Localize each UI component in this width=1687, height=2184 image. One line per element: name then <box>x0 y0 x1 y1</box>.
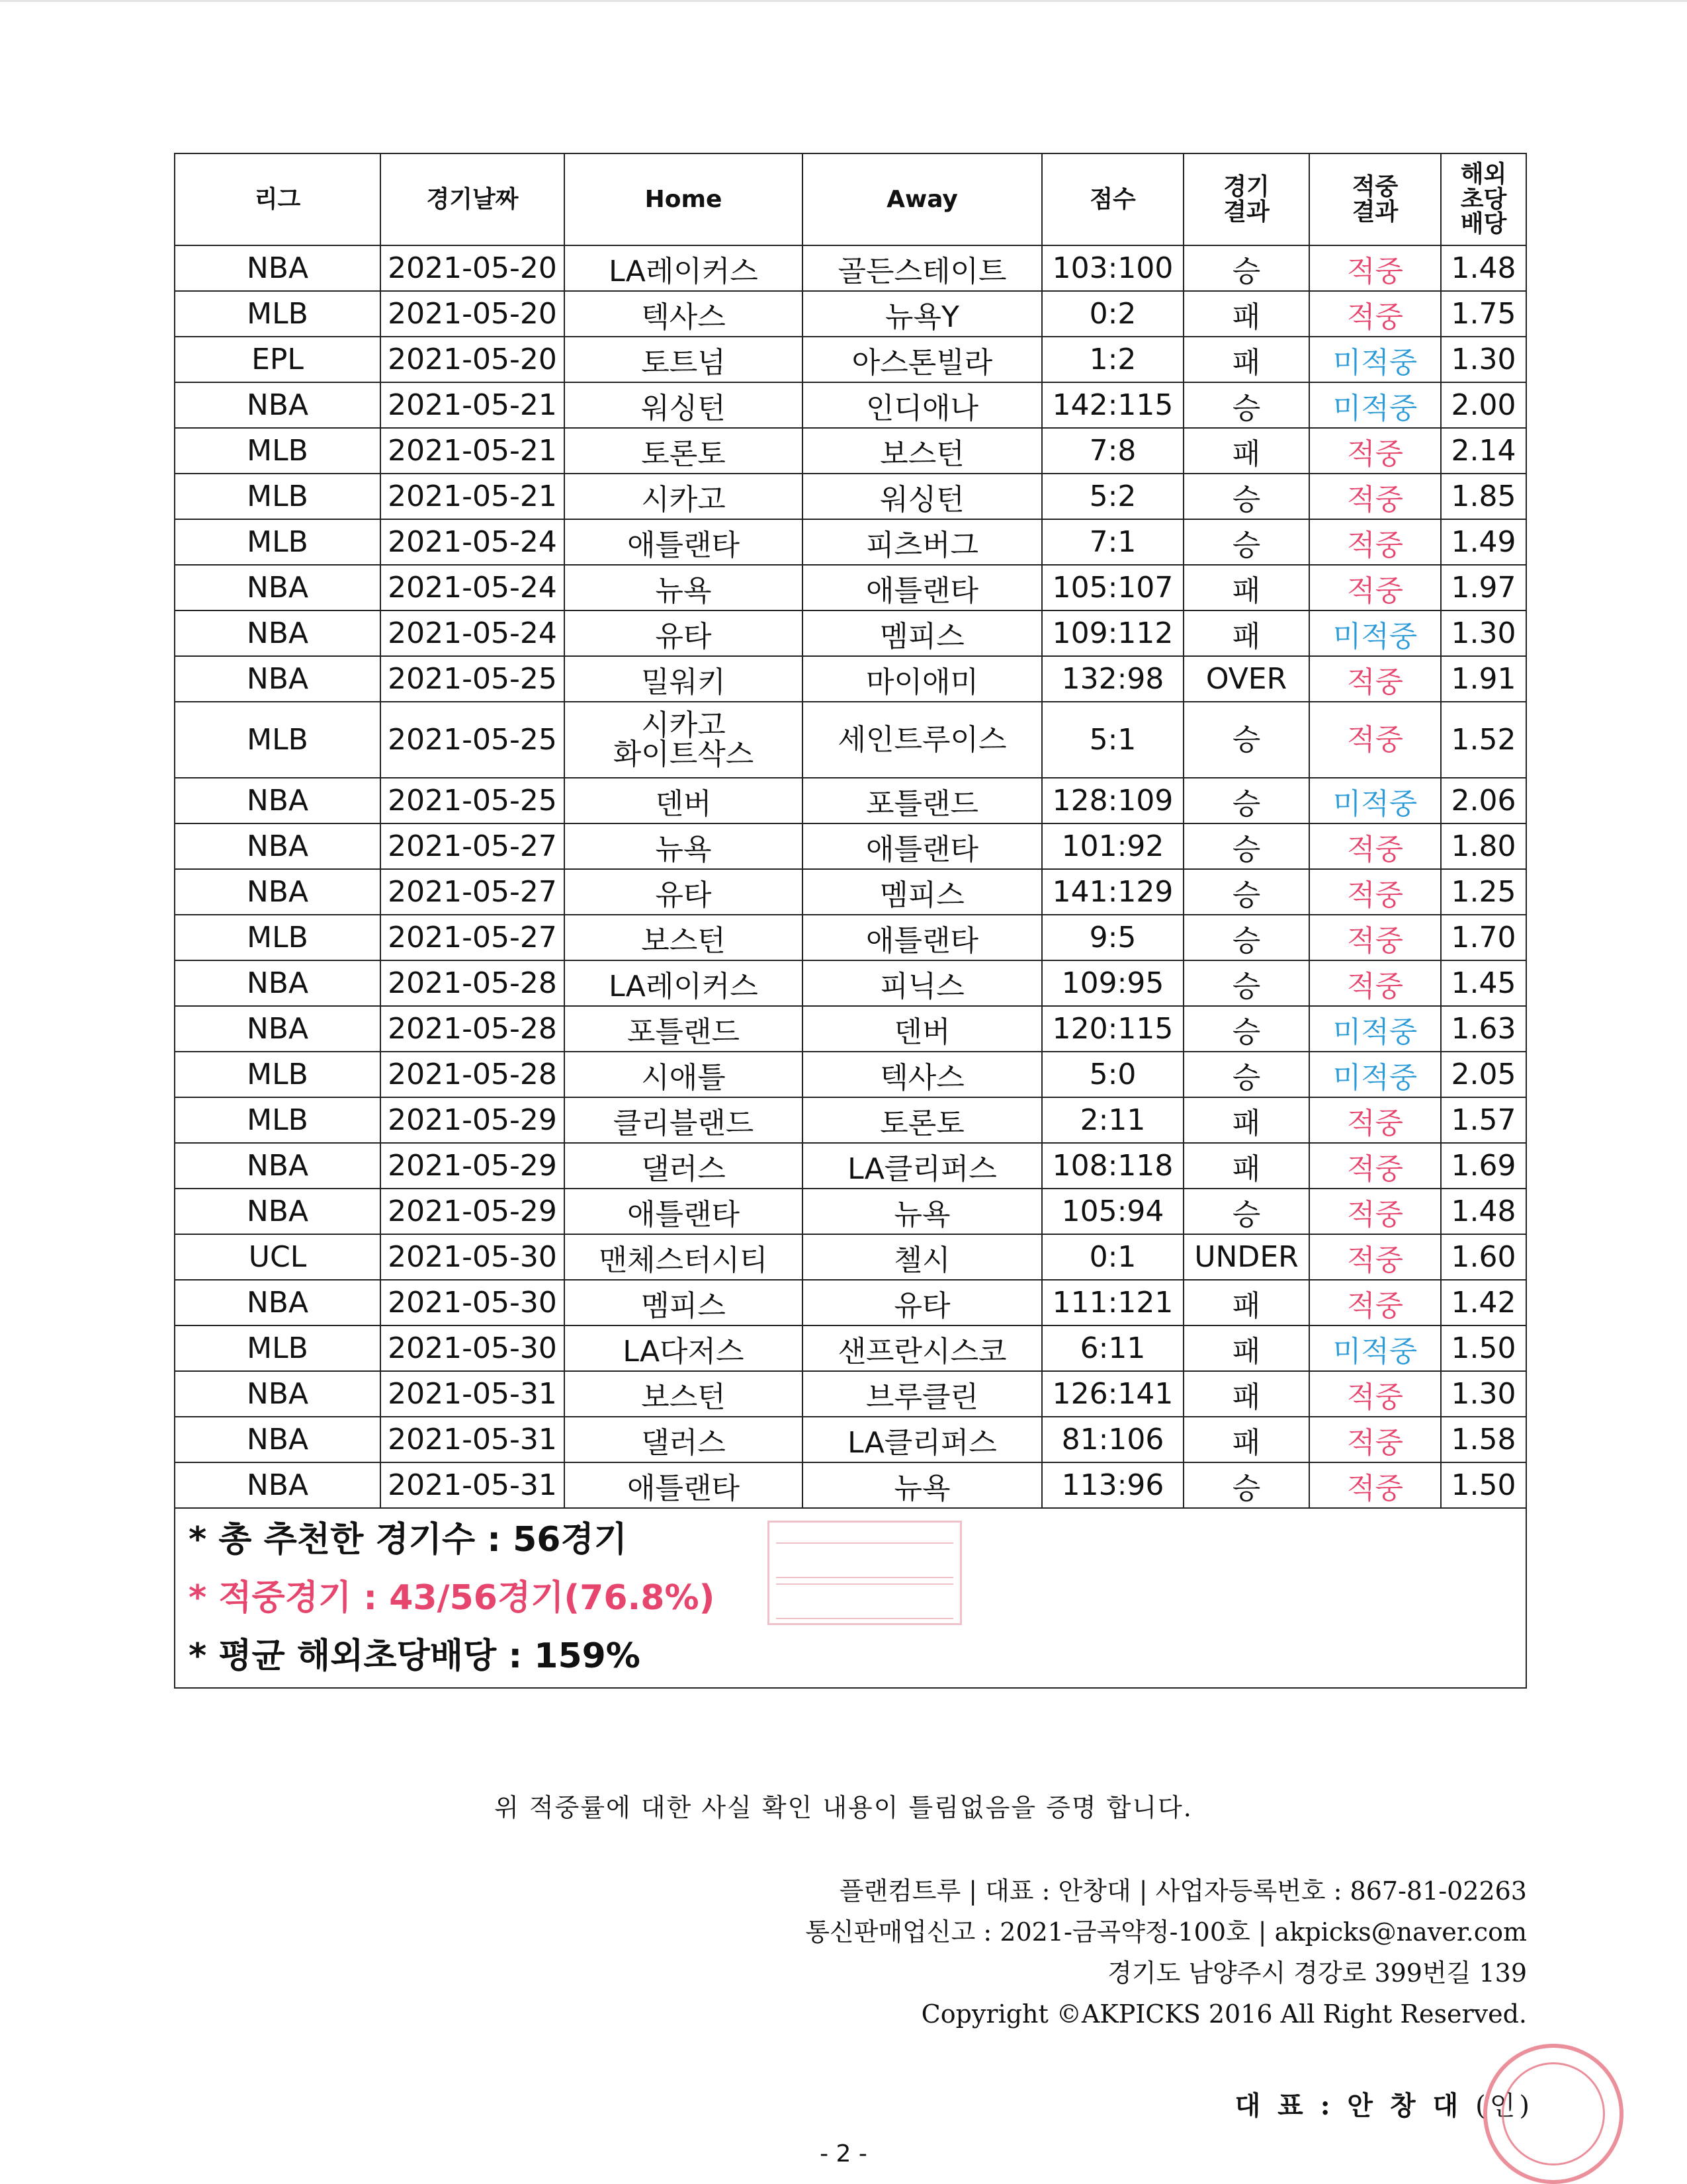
cell-date: 2021-05-27 <box>380 869 564 915</box>
cell-league: MLB <box>175 474 380 519</box>
table-row <box>175 915 1526 960</box>
cell-game-result: 패 <box>1184 291 1309 337</box>
cell-home: 토론토 <box>564 428 802 474</box>
cell-odds: 1.42 <box>1441 1280 1526 1325</box>
cell-game-result: 승 <box>1184 245 1309 291</box>
cell-game-result: 승 <box>1184 778 1309 823</box>
cell-hit-result: 미적중 <box>1309 1052 1441 1097</box>
company-line-4: Copyright ©AKPICKS 2016 All Right Reserved. <box>921 1999 1527 2029</box>
cell-odds: 1.50 <box>1441 1325 1526 1371</box>
table-row <box>175 337 1526 382</box>
cell-score: 120:115 <box>1042 1006 1184 1052</box>
table-row <box>175 428 1526 474</box>
cell-home: LA레이커스 <box>564 960 802 1006</box>
table-row <box>175 565 1526 610</box>
cell-score: 109:112 <box>1042 610 1184 656</box>
cell-game-result: 패 <box>1184 1371 1309 1417</box>
cell-away: 보스턴 <box>802 428 1042 474</box>
cell-score: 0:1 <box>1042 1234 1184 1280</box>
cell-odds: 2.06 <box>1441 778 1526 823</box>
cell-date: 2021-05-21 <box>380 382 564 428</box>
cell-hit-result: 적중 <box>1309 915 1441 960</box>
cell-home: 댈러스 <box>564 1143 802 1189</box>
cell-away: 마이애미 <box>802 656 1042 702</box>
cell-league: NBA <box>175 1371 380 1417</box>
cell-odds: 1.70 <box>1441 915 1526 960</box>
cell-date: 2021-05-31 <box>380 1371 564 1417</box>
cell-league: NBA <box>175 1189 380 1234</box>
cell-league: MLB <box>175 1097 380 1143</box>
representative-name: 대 표 : 안 창 대 <box>1234 2090 1463 2121</box>
cell-home: 시카고 화이트삭스 <box>564 702 802 778</box>
table-row <box>175 245 1526 291</box>
header-score: 점수 <box>1042 153 1184 245</box>
results-table <box>174 153 1527 1689</box>
cell-league: NBA <box>175 382 380 428</box>
cell-date: 2021-05-21 <box>380 428 564 474</box>
cell-score: 128:109 <box>1042 778 1184 823</box>
cell-game-result: OVER <box>1184 656 1309 702</box>
cell-score: 103:100 <box>1042 245 1184 291</box>
cell-home: 맨체스터시티 <box>564 1234 802 1280</box>
cell-home: 포틀랜드 <box>564 1006 802 1052</box>
company-line-1: 플랜컴트루 | 대표 : 안창대 | 사업자등록번호 : 867-81-02263 <box>839 1876 1527 1906</box>
cell-date: 2021-05-27 <box>380 915 564 960</box>
cell-away: 뉴욕 <box>802 1462 1042 1508</box>
header-hit-result: 적중 결과 <box>1309 153 1441 245</box>
cell-hit-result: 적중 <box>1309 823 1441 869</box>
cell-hit-result: 적중 <box>1309 519 1441 565</box>
cell-odds: 1.30 <box>1441 337 1526 382</box>
cell-home: 시카고 <box>564 474 802 519</box>
cell-league: MLB <box>175 519 380 565</box>
cell-hit-result: 미적중 <box>1309 382 1441 428</box>
cell-date: 2021-05-28 <box>380 960 564 1006</box>
table-row <box>175 610 1526 656</box>
cell-date: 2021-05-20 <box>380 337 564 382</box>
company-line-2: 통신판매업신고 : 2021-금곡약정-100호 | akpicks@naver.com <box>805 1917 1527 1947</box>
cell-home: 클리블랜드 <box>564 1097 802 1143</box>
cell-hit-result: 적중 <box>1309 656 1441 702</box>
cell-score: 5:0 <box>1042 1052 1184 1097</box>
cell-league: NBA <box>175 1006 380 1052</box>
cell-score: 6:11 <box>1042 1325 1184 1371</box>
cell-away: LA클리퍼스 <box>802 1143 1042 1189</box>
cell-date: 2021-05-28 <box>380 1006 564 1052</box>
cell-score: 105:94 <box>1042 1189 1184 1234</box>
cell-odds: 2.00 <box>1441 382 1526 428</box>
cell-hit-result: 적중 <box>1309 1371 1441 1417</box>
cell-game-result: 승 <box>1184 474 1309 519</box>
table-row <box>175 1462 1526 1508</box>
cell-odds: 1.75 <box>1441 291 1526 337</box>
cell-game-result: 패 <box>1184 428 1309 474</box>
cell-score: 113:96 <box>1042 1462 1184 1508</box>
cell-away: 브루클린 <box>802 1371 1042 1417</box>
cell-odds: 1.52 <box>1441 702 1526 778</box>
table-row <box>175 869 1526 915</box>
cell-home: 텍사스 <box>564 291 802 337</box>
summary-total: * 총 추천한 경기수 : 56경기 <box>189 1520 627 1560</box>
cell-score: 142:115 <box>1042 382 1184 428</box>
cell-away: 애틀랜타 <box>802 823 1042 869</box>
cell-home: 유타 <box>564 869 802 915</box>
cell-home: 시애틀 <box>564 1052 802 1097</box>
cell-hit-result: 적중 <box>1309 291 1441 337</box>
cell-score: 111:121 <box>1042 1280 1184 1325</box>
cell-league: NBA <box>175 1462 380 1508</box>
cell-away: 샌프란시스코 <box>802 1325 1042 1371</box>
summary-row <box>175 1508 1526 1688</box>
cell-away: 워싱턴 <box>802 474 1042 519</box>
cell-home: LA다저스 <box>564 1325 802 1371</box>
cell-league: NBA <box>175 869 380 915</box>
cell-away: 뉴욕 <box>802 1189 1042 1234</box>
header-game-result: 경기 결과 <box>1184 153 1309 245</box>
cell-home: 뉴욕 <box>564 565 802 610</box>
cell-date: 2021-05-28 <box>380 1052 564 1097</box>
cell-home: 애틀랜타 <box>564 1189 802 1234</box>
table-row <box>175 1052 1526 1097</box>
cell-league: NBA <box>175 778 380 823</box>
cell-game-result: 패 <box>1184 1143 1309 1189</box>
cell-league: MLB <box>175 702 380 778</box>
table-header-row <box>175 153 1526 245</box>
cell-game-result: 패 <box>1184 1325 1309 1371</box>
cell-odds: 1.60 <box>1441 1234 1526 1280</box>
cell-score: 101:92 <box>1042 823 1184 869</box>
table-row <box>175 1280 1526 1325</box>
cell-hit-result: 적중 <box>1309 869 1441 915</box>
cell-game-result: 승 <box>1184 1006 1309 1052</box>
certification-statement: 위 적중률에 대한 사실 확인 내용이 틀림없음을 증명 합니다. <box>494 1793 1193 1822</box>
cell-home: 밀워키 <box>564 656 802 702</box>
cell-league: MLB <box>175 291 380 337</box>
table-row <box>175 1325 1526 1371</box>
cell-hit-result: 적중 <box>1309 474 1441 519</box>
summary-average-odds: * 평균 해외초당배당 : 159% <box>189 1636 640 1676</box>
top-scan-rule <box>0 0 1687 2</box>
cell-odds: 2.14 <box>1441 428 1526 474</box>
cell-away: 피닉스 <box>802 960 1042 1006</box>
cell-score: 7:8 <box>1042 428 1184 474</box>
cell-score: 126:141 <box>1042 1371 1184 1417</box>
header-league: 리그 <box>175 153 380 245</box>
cell-hit-result: 적중 <box>1309 1462 1441 1508</box>
cell-score: 0:2 <box>1042 291 1184 337</box>
cell-league: NBA <box>175 565 380 610</box>
cell-odds: 1.97 <box>1441 565 1526 610</box>
cell-hit-result: 적중 <box>1309 1143 1441 1189</box>
cell-date: 2021-05-24 <box>380 519 564 565</box>
cell-home: LA레이커스 <box>564 245 802 291</box>
cell-home: 보스턴 <box>564 1371 802 1417</box>
cell-hit-result: 적중 <box>1309 1417 1441 1462</box>
cell-game-result: UNDER <box>1184 1234 1309 1280</box>
cell-odds: 1.80 <box>1441 823 1526 869</box>
cell-league: MLB <box>175 1052 380 1097</box>
cell-date: 2021-05-29 <box>380 1143 564 1189</box>
cell-league: MLB <box>175 428 380 474</box>
cell-game-result: 패 <box>1184 1097 1309 1143</box>
cell-date: 2021-05-24 <box>380 610 564 656</box>
cell-score: 1:2 <box>1042 337 1184 382</box>
cell-away: 텍사스 <box>802 1052 1042 1097</box>
cell-game-result: 패 <box>1184 1280 1309 1325</box>
table-row <box>175 474 1526 519</box>
table-row <box>175 960 1526 1006</box>
cell-hit-result: 미적중 <box>1309 778 1441 823</box>
cell-away: 피츠버그 <box>802 519 1042 565</box>
cell-away: 인디애나 <box>802 382 1042 428</box>
cell-home: 토트넘 <box>564 337 802 382</box>
cell-away: 포틀랜드 <box>802 778 1042 823</box>
cell-away: 세인트루이스 <box>802 702 1042 778</box>
cell-score: 5:2 <box>1042 474 1184 519</box>
table-row <box>175 291 1526 337</box>
cell-odds: 1.69 <box>1441 1143 1526 1189</box>
cell-home: 유타 <box>564 610 802 656</box>
cell-game-result: 패 <box>1184 337 1309 382</box>
cell-score: 141:129 <box>1042 869 1184 915</box>
cell-score: 7:1 <box>1042 519 1184 565</box>
cell-date: 2021-05-20 <box>380 291 564 337</box>
table-row <box>175 702 1526 778</box>
table-row <box>175 1189 1526 1234</box>
cell-odds: 2.05 <box>1441 1052 1526 1097</box>
cell-date: 2021-05-25 <box>380 778 564 823</box>
cell-game-result: 승 <box>1184 823 1309 869</box>
faded-stamp <box>767 1521 962 1625</box>
cell-hit-result: 미적중 <box>1309 337 1441 382</box>
header-odds: 해외 초당 배당 <box>1441 153 1526 245</box>
cell-league: NBA <box>175 1280 380 1325</box>
cell-game-result: 승 <box>1184 702 1309 778</box>
cell-odds: 1.48 <box>1441 245 1526 291</box>
cell-game-result: 승 <box>1184 960 1309 1006</box>
table-row <box>175 778 1526 823</box>
cell-home: 멤피스 <box>564 1280 802 1325</box>
cell-date: 2021-05-30 <box>380 1234 564 1280</box>
cell-away: 아스톤빌라 <box>802 337 1042 382</box>
cell-home: 덴버 <box>564 778 802 823</box>
cell-game-result: 승 <box>1184 1052 1309 1097</box>
cell-game-result: 승 <box>1184 869 1309 915</box>
cell-score: 2:11 <box>1042 1097 1184 1143</box>
cell-odds: 1.30 <box>1441 1371 1526 1417</box>
cell-league: MLB <box>175 1325 380 1371</box>
header-away: Away <box>802 153 1042 245</box>
cell-away: LA클리퍼스 <box>802 1417 1042 1462</box>
cell-away: 유타 <box>802 1280 1042 1325</box>
company-info <box>805 1870 1527 2035</box>
cell-hit-result: 적중 <box>1309 1097 1441 1143</box>
cell-game-result: 패 <box>1184 610 1309 656</box>
cell-league: NBA <box>175 960 380 1006</box>
cell-odds: 1.91 <box>1441 656 1526 702</box>
cell-game-result: 패 <box>1184 565 1309 610</box>
cell-score: 5:1 <box>1042 702 1184 778</box>
cell-game-result: 승 <box>1184 382 1309 428</box>
cell-away: 멤피스 <box>802 869 1042 915</box>
cell-date: 2021-05-30 <box>380 1325 564 1371</box>
summary-cell <box>175 1508 1526 1688</box>
cell-date: 2021-05-24 <box>380 565 564 610</box>
cell-away: 애틀랜타 <box>802 565 1042 610</box>
cell-date: 2021-05-21 <box>380 474 564 519</box>
cell-away: 뉴욕Y <box>802 291 1042 337</box>
cell-date: 2021-05-31 <box>380 1462 564 1508</box>
cell-league: NBA <box>175 823 380 869</box>
table-row <box>175 1143 1526 1189</box>
cell-home: 애틀랜타 <box>564 1462 802 1508</box>
company-line-3: 경기도 남양주시 경강로 399번길 139 <box>1107 1958 1527 1988</box>
table-row <box>175 1097 1526 1143</box>
cell-home: 뉴욕 <box>564 823 802 869</box>
cell-date: 2021-05-27 <box>380 823 564 869</box>
cell-hit-result: 미적중 <box>1309 1325 1441 1371</box>
cell-home: 보스턴 <box>564 915 802 960</box>
cell-game-result: 승 <box>1184 1462 1309 1508</box>
cell-home: 댈러스 <box>564 1417 802 1462</box>
table-row <box>175 656 1526 702</box>
cell-hit-result: 미적중 <box>1309 610 1441 656</box>
summary-hits: * 적중경기 : 43/56경기(76.8%) <box>189 1578 715 1618</box>
cell-hit-result: 적중 <box>1309 960 1441 1006</box>
cell-odds: 1.50 <box>1441 1462 1526 1508</box>
cell-league: NBA <box>175 245 380 291</box>
representative-mark: (인) <box>1475 2091 1534 2121</box>
cell-date: 2021-05-30 <box>380 1280 564 1325</box>
cell-game-result: 승 <box>1184 519 1309 565</box>
cell-odds: 1.57 <box>1441 1097 1526 1143</box>
cell-hit-result: 적중 <box>1309 245 1441 291</box>
cell-date: 2021-05-31 <box>380 1417 564 1462</box>
cell-odds: 1.85 <box>1441 474 1526 519</box>
cell-league: NBA <box>175 656 380 702</box>
cell-league: MLB <box>175 915 380 960</box>
cell-score: 81:106 <box>1042 1417 1184 1462</box>
cell-away: 애틀랜타 <box>802 915 1042 960</box>
cell-away: 토론토 <box>802 1097 1042 1143</box>
cell-game-result: 승 <box>1184 1189 1309 1234</box>
cell-home: 워싱턴 <box>564 382 802 428</box>
cell-odds: 1.45 <box>1441 960 1526 1006</box>
cell-game-result: 승 <box>1184 915 1309 960</box>
header-date: 경기날짜 <box>380 153 564 245</box>
cell-hit-result: 적중 <box>1309 1234 1441 1280</box>
cell-date: 2021-05-25 <box>380 656 564 702</box>
cell-hit-result: 적중 <box>1309 428 1441 474</box>
table-row <box>175 1417 1526 1462</box>
page-number: - 2 - <box>820 2140 867 2167</box>
cell-league: NBA <box>175 1417 380 1462</box>
table-row <box>175 519 1526 565</box>
cell-odds: 1.30 <box>1441 610 1526 656</box>
cell-score: 132:98 <box>1042 656 1184 702</box>
table-row <box>175 1234 1526 1280</box>
cell-away: 덴버 <box>802 1006 1042 1052</box>
cell-date: 2021-05-20 <box>380 245 564 291</box>
table-row <box>175 1006 1526 1052</box>
cell-score: 105:107 <box>1042 565 1184 610</box>
cell-hit-result: 적중 <box>1309 1189 1441 1234</box>
cell-away: 첼시 <box>802 1234 1042 1280</box>
cell-date: 2021-05-29 <box>380 1097 564 1143</box>
cell-home: 애틀랜타 <box>564 519 802 565</box>
cell-odds: 1.63 <box>1441 1006 1526 1052</box>
cell-odds: 1.49 <box>1441 519 1526 565</box>
cell-date: 2021-05-29 <box>380 1189 564 1234</box>
cell-date: 2021-05-25 <box>380 702 564 778</box>
cell-game-result: 패 <box>1184 1417 1309 1462</box>
cell-odds: 1.25 <box>1441 869 1526 915</box>
cell-league: UCL <box>175 1234 380 1280</box>
table-row <box>175 382 1526 428</box>
cell-league: NBA <box>175 610 380 656</box>
cell-score: 109:95 <box>1042 960 1184 1006</box>
header-home: Home <box>564 153 802 245</box>
table-row <box>175 1371 1526 1417</box>
cell-hit-result: 적중 <box>1309 1280 1441 1325</box>
cell-score: 108:118 <box>1042 1143 1184 1189</box>
cell-away: 골든스테이트 <box>802 245 1042 291</box>
cell-hit-result: 미적중 <box>1309 1006 1441 1052</box>
cell-league: EPL <box>175 337 380 382</box>
cell-score: 9:5 <box>1042 915 1184 960</box>
cell-away: 멤피스 <box>802 610 1042 656</box>
cell-hit-result: 적중 <box>1309 565 1441 610</box>
table-row <box>175 823 1526 869</box>
cell-odds: 1.48 <box>1441 1189 1526 1234</box>
cell-league: NBA <box>175 1143 380 1189</box>
cell-hit-result: 적중 <box>1309 702 1441 778</box>
cell-odds: 1.58 <box>1441 1417 1526 1462</box>
